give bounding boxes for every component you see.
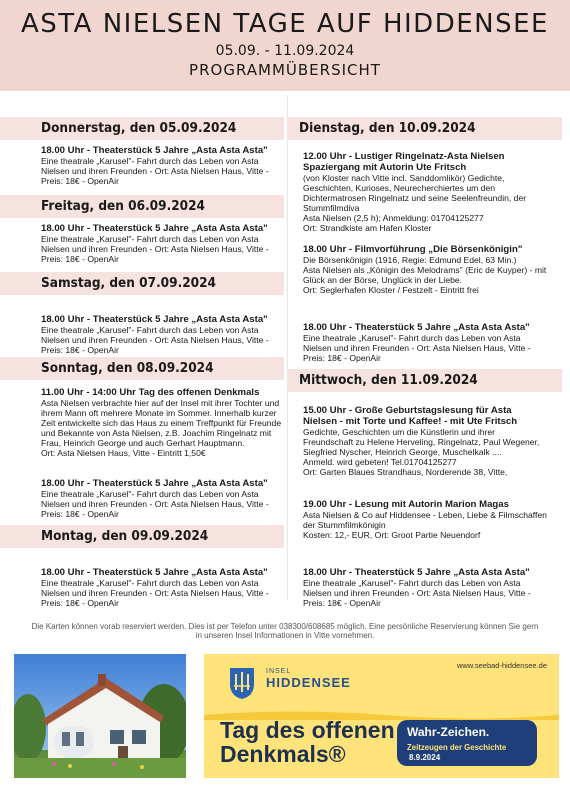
event-title: 18.00 Uhr - Theaterstück 5 Jahre „Asta Asta Asta" (41, 145, 268, 156)
event-title: 18.00 Uhr - Theaterstück 5 Jahre „Asta Asta Asta" (41, 314, 268, 325)
banner-title-line1: Tag des offenen (220, 717, 395, 743)
hiddensee-shield-icon (228, 666, 256, 700)
event-text: Asta Nielsen verbrachte hier auf der Insel mit ihrer Tochter und ihrem Mann oft mehrere Monate im Sommer. Innerhalb kurzer Zeit entwickelte sich das Haus zu einem Treffpunkt für Freunde und Bekannte von Asta Nielsen, z.B. Joachim Ringelnatz mit Frau, Heinrich George und auch Gerhart Hauptmann. Ort: Asta Nielsen Haus, Vitte - Eintritt 1,50€ (41, 398, 282, 458)
day-heading (0, 195, 284, 218)
event-item (41, 223, 283, 264)
event-title: 18.00 Uhr - Theaterstück 5 Jahre „Asta Asta Asta" (41, 567, 268, 578)
event-text: Eine theatrale „Karusel"- Fahrt durch das Leben von Asta Nielsen und ihren Freunden - Ort: Asta Nielsen Haus, Vitte - Preis: 18€ - OpenAir (41, 325, 269, 355)
day-heading (287, 117, 562, 140)
event-item (303, 322, 547, 363)
day-heading (287, 369, 562, 392)
event-text: Eine theatrale „Karusel"- Fahrt durch das Leben von Asta Nielsen und ihren Freunden - Ort: Asta Nielsen Haus, Vitte - Preis: 18€ - OpenAir (41, 234, 269, 264)
event-text: Eine theatrale „Karusel"- Fahrt durch das Leben von Asta Nielsen und ihren Freunden - Ort: Asta Nielsen Haus, Vitte - Preis: 18€ - OpenAir (41, 489, 269, 519)
page-title: ASTA NIELSEN TAGE AUF HIDDENSEE (21, 9, 549, 39)
day-heading-text: Samstag, den 07.09.2024 (41, 275, 217, 291)
page-subtitle: PROGRAMMÜBERSICHT (189, 61, 381, 79)
day-heading (0, 357, 284, 380)
house-illustration (14, 654, 186, 778)
banner-brand (266, 668, 356, 690)
day-heading (0, 525, 284, 548)
event-text: Eine theatrale „Karusel"- Fahrt durch das Leben von Asta Nielsen und ihren Freunden - Ort: Asta Nielsen Haus, Vitte - Preis: 18€ - OpenAir (41, 578, 269, 608)
banner-url: www.seebad-hiddensee.de (456, 661, 547, 670)
event-text: Eine theatrale „Karusel"- Fahrt durch das Leben von Asta Nielsen und ihren Freunden - Ort: Asta Nielsen Haus, Vitte - Preis: 18€ - OpenAir (303, 333, 531, 363)
event-title: 19.00 Uhr - Lesung mit Autorin Marion Magas (303, 499, 509, 510)
denkmal-banner (204, 654, 559, 778)
event-title: 11.00 Uhr - 14:00 Uhr Tag des offenen Denkmals (41, 387, 260, 398)
event-text: Eine theatrale „Karusel"- Fahrt durch das Leben von Asta Nielsen und ihren Freunden - Ort: Asta Nielsen Haus, Vitte - Preis: 18€ - OpenAir (41, 156, 269, 186)
event-title: 12.00 Uhr - Lustiger Ringelnatz-Asta Nielsen Spaziergang mit Autorin Ute Fritsch (303, 151, 505, 173)
event-item (41, 478, 283, 519)
day-heading (0, 272, 284, 295)
event-text: Asta Nielsen & Co auf Hiddensee - Leben, Liebe & Filmschaffen der Stummfilmkönigin Kosten: 12,- EUR, Ort: Groot Partie Neuendorf (303, 510, 547, 540)
event-title: 15.00 Uhr - Große Geburtstagslesung für Asta Nielsen - mit Torte und Kaffee! - mit Ute Fritsch (303, 405, 518, 427)
asta-nielsen-house-photo (14, 654, 186, 778)
day-heading (0, 117, 284, 140)
column-divider (287, 95, 288, 600)
day-heading-text: Mittwoch, den 11.09.2024 (299, 372, 478, 388)
event-item (303, 405, 547, 477)
header-band (0, 0, 570, 91)
banner-title-line2: Denkmals® (220, 741, 346, 767)
event-title: 18.00 Uhr - Theaterstück 5 Jahre „Asta Asta Asta" (41, 478, 268, 489)
day-heading-text: Montag, den 09.09.2024 (41, 528, 209, 544)
day-heading-text: Freitag, den 06.09.2024 (41, 198, 206, 214)
event-item (303, 151, 547, 233)
day-heading-text: Donnerstag, den 05.09.2024 (41, 120, 237, 136)
brand-big: HIDDENSEE (266, 675, 351, 690)
event-item (303, 499, 547, 540)
event-text: Gedichte, Geschichten um die Künstlerin und ihrer Freundschaft zu Helene Herveling, Ringelnatz, Paul Wegener, Siegfried Nyscher, Heinrich George, Muschelkalk .... Anmeld. wird gebeten! Tel.01704125277 Ort: Garten Blaues Strandhaus, Norderende 38, Vitte, (303, 427, 540, 477)
wahr-zeichen-badge (397, 720, 537, 766)
day-heading-text: Dienstag, den 10.09.2024 (299, 120, 476, 136)
event-item (41, 567, 283, 608)
event-item (41, 314, 283, 355)
date-range: 05.09. - 11.09.2024 (215, 43, 355, 59)
badge-subtitle: Zeitzeugen der Geschichte (407, 743, 507, 752)
event-title: 18.00 Uhr - Filmvorführung „Die Börsenkönigin" (303, 244, 523, 255)
event-item (303, 244, 547, 295)
event-item (303, 567, 547, 608)
event-title: 18.00 Uhr - Theaterstück 5 Jahre „Asta Asta Asta" (303, 322, 530, 333)
event-text: (von Kloster nach Vitte incl. Sanddornlikör) Gedichte, Geschichten, Kurioses, Neurecherchiertes um den Dichtermatrosen Ringelnatz und seine Seelenfreundin, der Stummfilmdiva Asta Nielsen (2,5 h); Anmeldung: 01704125277 Ort: Strandkiste am Hafen Kloster (303, 173, 527, 233)
event-title: 18.00 Uhr - Theaterstück 5 Jahre „Asta Asta Asta" (303, 567, 530, 578)
reservation-note: Die Karten können vorab reserviert werden. Dies ist per Telefon unter 038300/608685 möglich. Eine persönliche Reservierung können Sie gern in unseren Insel Informationen in Vitte vornehmen. (31, 622, 539, 640)
badge-title: Wahr-Zeichen. (407, 725, 490, 739)
day-heading-text: Sonntag, den 08.09.2024 (41, 360, 214, 376)
brand-small: INSEL (266, 668, 292, 675)
badge-date: 8.9.2024 (409, 753, 441, 762)
event-title: 18.00 Uhr - Theaterstück 5 Jahre „Asta Asta Asta" (41, 223, 268, 234)
event-item (41, 145, 283, 186)
event-text: Die Börsenkönigin (1916, Regie: Edmund Edel, 63 Min.) Asta Nielsen als „Königin des Melodrams" (Eric de Kuyper) - mit Glück an der Börse, Unglück in der Liebe. Ort: Seglerhafen Kloster / Festzelt - Eintritt frei (303, 255, 547, 295)
event-text: Eine theatrale „Karusel"- Fahrt durch das Leben von Asta Nielsen und ihren Freunden - Ort: Asta Nielsen Haus, Vitte - Preis: 18€ - OpenAir (303, 578, 531, 608)
event-item (41, 387, 283, 458)
